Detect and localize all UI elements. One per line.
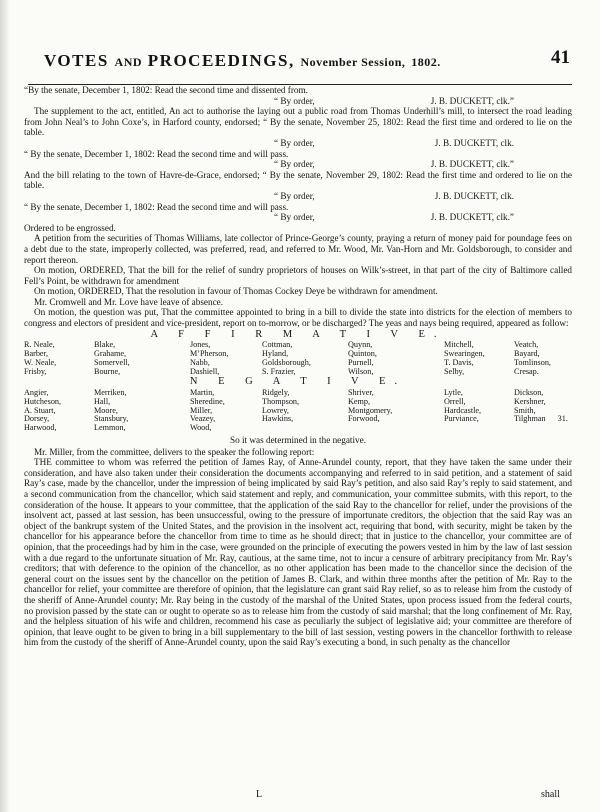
voter-name: Miller, [190, 405, 213, 415]
voter-name: Mitchell, [444, 340, 474, 350]
affirmative-votes-table [24, 341, 572, 376]
signature-line: “ By order, J. B. DUCKETT, clk. [274, 190, 514, 201]
signature-line: “ By order, J. B. DUCKETT, clk. [274, 137, 514, 148]
negative-heading: N E G A T I V E. [189, 376, 407, 388]
voter-name: Ridgely, [262, 388, 290, 398]
voter-name: Cottman, [262, 340, 293, 350]
paragraph: On motion, ORDERED, That the resolution in favour of Thomas Cockey Deye be withdrawn for amendment. [34, 286, 438, 297]
voter-name: Cresap. [514, 366, 539, 376]
voter-name: Goldsborough, [262, 357, 311, 367]
voter-name: Dickson, [514, 388, 544, 398]
voter-name: Smith, [514, 405, 536, 415]
voter-name: Tomlinson, [514, 357, 551, 367]
voter-name: Veazey, [190, 414, 216, 424]
vote-column [348, 341, 444, 376]
paragraph: Ordered to be engrossed. [24, 222, 116, 233]
signature-line: “ By order, J. B. DUCKETT, clk.” [274, 95, 514, 106]
voter-name: Wood, [190, 423, 212, 433]
voter-name: Quynn, [348, 340, 373, 350]
voter-name: Orrell, [444, 396, 466, 406]
paragraph: “ By the senate, December 1, 1802: Read the second time and will pass. [24, 148, 289, 159]
page-number: 41 [551, 47, 570, 68]
negative-votes-table [24, 389, 572, 433]
voter-name: Bourne, [94, 366, 121, 376]
voter-name: Veatch, [514, 340, 539, 350]
voter-name: Thompson, [262, 396, 300, 406]
voter-name: Merriken, [94, 388, 127, 398]
voter-name: Montgomery, [348, 405, 393, 415]
voter-name: Frisby, [24, 366, 47, 376]
voter-name: Barber, [24, 349, 48, 359]
vote-column [94, 389, 190, 433]
vote-column [190, 341, 262, 376]
voter-name: Lowrey, [262, 405, 289, 415]
voter-name: Dorsey, [24, 414, 50, 424]
voter-name: Quinton, [348, 349, 377, 359]
vote-column [24, 341, 94, 376]
paragraph: The supplement to the act, entitled, An act to authorise the laying out a public road from Thomas Underhill’s mill, to intersect the road leading from John Neal’s to John Coxe’s, in Harford county, endorsed; “ By the senate, November 25, 1802: Read the first time and ordered to lie on the table. [24, 106, 572, 138]
paragraph: A petition from the securities of Thomas Williams, late collector of Prince-George’s county, praying a return of money paid for poundage fees on a debt due to the state, improperly collected, was preferred, read, and referred to Mr. Wood, Mr. Van-Horn and Mr. Goldsborough, to consider and report thereon. [24, 233, 572, 265]
voter-name: Kemp, [348, 396, 371, 406]
vote-column [444, 389, 514, 433]
vote-column [444, 341, 514, 376]
affirmative-heading: A F F I R M A T I V E. [150, 328, 446, 340]
voter-name: Selby, [444, 366, 465, 376]
vote-column [514, 389, 572, 433]
voter-name: Shriver, [348, 388, 374, 398]
vote-column [262, 341, 348, 376]
signature-line: “ By order, J. B. DUCKETT, clk.” [274, 159, 514, 170]
vote-result: So it was determined in the negative. [230, 435, 366, 446]
voter-name: M’Pherson, [190, 349, 229, 359]
voter-name: Jones, [190, 340, 211, 350]
voter-name: Harwood, [24, 423, 57, 433]
voter-name: Hutcheson, [24, 396, 62, 406]
voter-name: Martin, [190, 388, 215, 398]
paragraph: THE committee to whom was referred the petition of James Ray, of Anne-Arundel county, report, that they have taken the same under their consideration, and have also taken under their consideration the documents accompanying and referred to in said petition, and a statement of said Ray’s case, made by the chancellor, under the impression of being implicated by said Ray’s petition, and also said Ray’s reply to said statement, and a second communication from the chancellor, which said statement and reply, and communication, your committee submits, with this report, to the consideration of the house. It appears to your committee, that the application of the said Ray to the chancellor for relief, under the provisions of the insolvent act, passed at last session, has been unsuccessful, owing to the pressure of importunate creditors, the objection that the said Ray was an object of the bankrupt system of the United States, and the provision in the insolvent act, requiring that bond, with security, might be taken by the chancellor for his appearance before the chancellor from time to time as he should direct; that in justice to the chancellor, your committee are of opinion, that the proceedings had by him in the case, were grounded on the principle of executing the powers vested in him by the law of last session with a due regard to the unfortunate situation of Mr. Ray, cautious, at the same time, not to incur a censure of arbitrary precipitancy from Mr. Ray’s creditors; that with deference to the opinion of the chancellor, as no other application has been made to the chancellor since the decision of the general court on the issues sent by the chancellor on the petition of James B. Clark, and within three months after the petition of Mr. Ray to the chancellor for relief, your committee are therefore of opinion, that the legislature can grant said Ray relief, so as to release him from the custody of the sheriff of Anne-Arundel county; Mr. Ray being in the custody of the marshal of the United States, upon process issued from the federal courts, no provision passed by the state can or ought to operate so as to release him from the custody of said marshal; that the long confinement of Mr. Ray, and the helpless situation of his wife and children, recommend his case as peculiarly the subject of legislative aid; your committee are therefore of opinion, that leave ought to be given to bring in a bill supplementary to the bill of last session, vesting powers in the chancellor forthwith to release him from the custody of the sheriff of Anne-Arundel county, upon the said Ray’s executing a bond, in such penalty as the chancellor [24, 457, 572, 648]
voter-name: Swearingen, [444, 349, 485, 359]
vote-column [262, 389, 348, 433]
vote-column [348, 389, 444, 433]
vote-column [190, 389, 262, 433]
paragraph: On motion, the question was put, That the committee appointed to bring in a bill to divide the state into districts for the election of members to congress and electors of president and vice-president, report on to-morrow, or be discharged? The yeas and nays being required, appeared as follow: [24, 307, 572, 329]
scan-edge-shadow [0, 0, 10, 812]
voter-name: Hall, [94, 396, 111, 406]
voter-name: Lytle, [444, 388, 463, 398]
paragraph: “ By the senate, December 1, 1802: Read the second time and will pass. [24, 201, 289, 212]
paragraph: Mr. Miller, from the committee, delivers to the speaker the following report: [34, 446, 315, 457]
voter-name: Tilghman 31. [514, 414, 568, 424]
voter-name: Dashiell, [190, 366, 220, 376]
voter-name: Purviance, [444, 414, 479, 424]
voter-name: Wilson, [348, 366, 374, 376]
voter-name: Kershner, [514, 396, 546, 406]
signature-line: “ By order, J. B. DUCKETT, clk.” [274, 212, 514, 223]
voter-name: R. Neale, [24, 340, 55, 350]
voter-name: Blake, [94, 340, 116, 350]
catchword: shall [541, 789, 560, 800]
vote-column [514, 341, 572, 376]
page-title: VOTES AND PROCEEDINGS, November Session, 1802. [44, 51, 441, 70]
running-header [44, 47, 570, 82]
voter-name: Lemmon, [94, 423, 126, 433]
paragraph: On motion, ORDERED, That the bill for the relief of sundry proprietors of houses on Wilk’s-street, in that part of the city of Baltimore called Fell’s Point, be withdrawn for amendment [24, 265, 572, 286]
paragraph: Mr. Cromwell and Mr. Love have leave of absence. [34, 296, 224, 307]
voter-name: Somervell, [94, 357, 130, 367]
voter-name: Forwood, [348, 414, 380, 424]
voter-name: Sheredine, [190, 396, 225, 406]
voter-name: A. Stuart, [24, 405, 56, 415]
voter-name: W. Neale, [24, 357, 57, 367]
vote-column [94, 341, 190, 376]
voter-name: Purnell, [348, 357, 374, 367]
voter-name: Hawkins, [262, 414, 294, 424]
vote-column [24, 389, 94, 433]
paragraph: And the bill relating to the town of Havre-de-Grace, endorsed; “ By the senate, November 29, 1802: Read the first time and ordered to lie on the table. [24, 169, 572, 191]
voter-name: T. Davis, [444, 357, 474, 367]
paragraph: “By the senate, December 1, 1802: Read the second time and dissented from. [24, 85, 308, 95]
voter-name: Bayard, [514, 349, 540, 359]
voter-name: Hardcastle, [444, 405, 482, 415]
printer-signature: L [256, 789, 263, 800]
vote-count: 31. [557, 414, 568, 424]
voter-name: Angier, [24, 388, 49, 398]
voter-name: Hyland, [262, 349, 289, 359]
page-body [24, 85, 572, 648]
voter-name: Grahame, [94, 349, 127, 359]
voter-name: S. Frazier, [262, 366, 296, 376]
voter-name: Nabb, [190, 357, 210, 367]
voter-name: Moore, [94, 405, 118, 415]
voter-name: Stansbury, [94, 414, 129, 424]
page-footer [0, 790, 600, 804]
